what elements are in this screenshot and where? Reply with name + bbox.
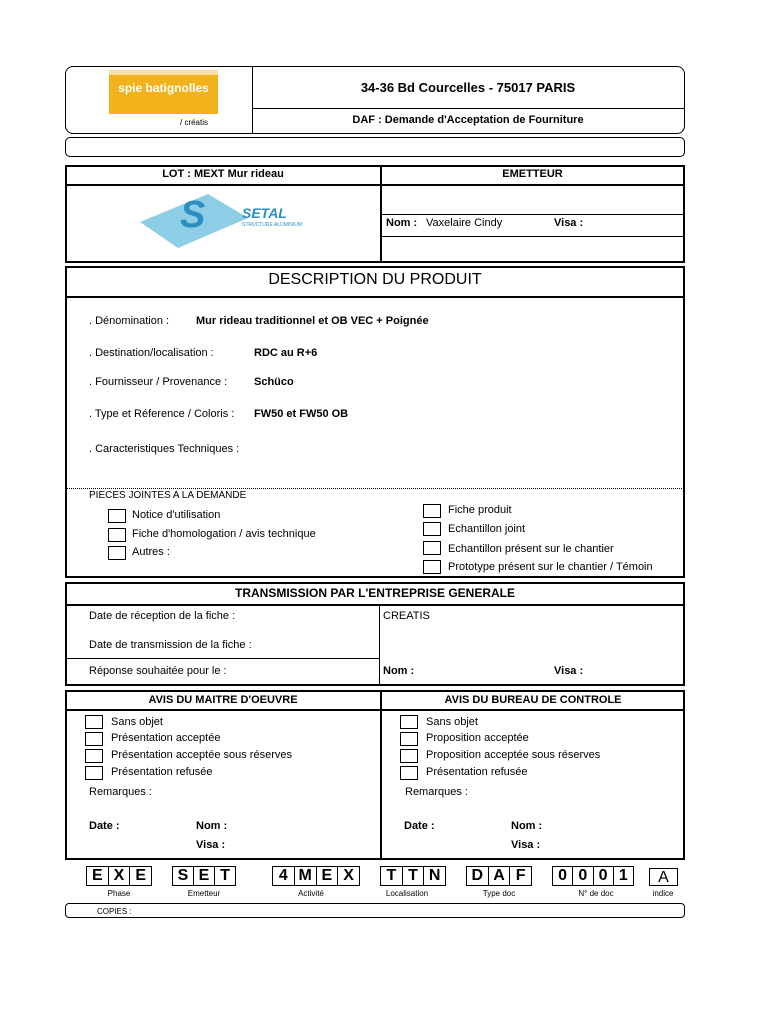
moe-option-0: Sans objet	[111, 716, 163, 728]
desc-label-2: . Fournisseur / Provenance :	[89, 376, 228, 388]
moe-checkbox-3[interactable]	[85, 766, 103, 780]
transmission-company: CREATIS	[383, 610, 430, 622]
moe-option-1: Présentation acceptée	[111, 732, 221, 744]
code-char: X	[109, 867, 131, 885]
desc-label-3: . Type et Réference / Coloris :	[89, 408, 235, 420]
code-numero	[552, 866, 634, 886]
moe-option-2: Présentation acceptée sous réserves	[111, 749, 292, 761]
code-caption-localisation: Localisation	[385, 889, 429, 898]
code-caption-indice: indice	[652, 889, 674, 898]
bc-option-0: Sans objet	[426, 716, 478, 728]
bc-date-label: Date :	[404, 820, 435, 832]
code-caption-numero: N° de doc	[578, 889, 614, 898]
code-indice	[649, 868, 678, 886]
code-char: F	[515, 867, 526, 884]
moe-checkbox-2[interactable]	[85, 749, 103, 763]
code-char: E	[87, 867, 109, 885]
code-char: 0	[594, 867, 614, 885]
code-char: 1	[618, 867, 628, 884]
code-char: D	[467, 867, 489, 885]
code-char: M	[295, 867, 317, 885]
piece-left-0: Notice d'utilisation	[132, 509, 221, 521]
bc-checkbox-0[interactable]	[400, 715, 418, 729]
logo-text: spie batignolles	[118, 81, 209, 95]
emetteur-nom-value: Vaxelaire Cindy	[426, 217, 503, 229]
code-caption-activite: Activité	[298, 889, 324, 898]
date-transmission-label: Date de transmission de la fiche :	[89, 639, 252, 651]
code-caption-phase: Phase	[107, 889, 131, 898]
moe-nom-label: Nom :	[196, 820, 228, 832]
checkbox-fiche-produit[interactable]	[423, 504, 441, 518]
piece-left-2: Autres :	[132, 546, 170, 558]
code-phase	[86, 866, 152, 886]
bc-option-1: Proposition acceptée	[426, 732, 529, 744]
desc-label-4: . Caracteristiques Techniques :	[89, 443, 240, 455]
code-caption-emetteur: Emetteur	[187, 889, 221, 898]
checkbox-echantillon-joint[interactable]	[423, 522, 441, 536]
piece-right-1: Echantillon joint	[448, 523, 526, 535]
bc-remarques: Remarques :	[405, 786, 468, 798]
moe-checkbox-0[interactable]	[85, 715, 103, 729]
code-char: X	[343, 867, 354, 884]
piece-right-3: Prototype présent sur le chantier / Témoin	[448, 561, 653, 573]
code-char: A	[489, 867, 511, 885]
blank-bar	[65, 137, 685, 157]
setal-tagline: STRUCTURE ALUMINIUM	[242, 222, 303, 228]
desc-value-0: Mur rideau traditionnel et OB VEC + Poignée	[196, 315, 429, 327]
doc-title: DAF : Demande d'Acceptation de Fourniture	[352, 114, 584, 126]
desc-value-3: FW50 et FW50 OB	[254, 408, 349, 420]
desc-label-0: . Dénomination :	[89, 315, 170, 327]
emetteur-nom-label: Nom :	[386, 217, 418, 229]
setal-name: SETAL	[242, 205, 287, 221]
transmission-title: TRANSMISSION PAR L'ENTREPRISE GENERALE	[235, 586, 515, 600]
avis-bc-title: AVIS DU BUREAU DE CONTROLE	[444, 694, 622, 706]
piece-right-2: Echantillon présent sur le chantier	[448, 543, 614, 555]
desc-value-2: Schüco	[254, 376, 294, 388]
code-char: S	[173, 867, 194, 885]
code-activite	[272, 866, 360, 886]
checkbox-homologation[interactable]	[108, 528, 126, 542]
checkbox-prototype[interactable]	[423, 560, 441, 574]
bc-checkbox-3[interactable]	[400, 766, 418, 780]
copies-label: COPIES :	[97, 907, 132, 916]
code-char: E	[194, 867, 215, 885]
code-char: 4	[273, 867, 295, 885]
code-caption-type-doc: Type doc	[482, 889, 516, 898]
moe-remarques: Remarques :	[89, 786, 152, 798]
transmission-visa-label: Visa :	[554, 665, 584, 677]
date-reception-label: Date de réception de la fiche :	[89, 610, 236, 622]
moe-visa-label: Visa :	[196, 839, 226, 851]
code-char: A	[658, 869, 669, 886]
bc-option-3: Présentation refusée	[426, 766, 528, 778]
checkbox-notice[interactable]	[108, 509, 126, 523]
code-char: N	[428, 867, 441, 884]
setal-letter: S	[180, 194, 206, 236]
code-localisation	[380, 866, 446, 886]
moe-date-label: Date :	[89, 820, 120, 832]
checkbox-echantillon-chantier[interactable]	[423, 541, 441, 555]
code-char: 0	[573, 867, 593, 885]
checkbox-autres[interactable]	[108, 546, 126, 560]
desc-value-1: RDC au R+6	[254, 347, 318, 359]
setal-logo	[138, 192, 318, 250]
code-type-doc	[466, 866, 532, 886]
bc-visa-label: Visa :	[511, 839, 541, 851]
desc-label-1: . Destination/localisation :	[89, 347, 214, 359]
lot-label: LOT : MEXT Mur rideau	[162, 168, 284, 180]
code-char: E	[135, 867, 147, 884]
address: 34-36 Bd Courcelles - 75017 PARIS	[360, 80, 576, 95]
emetteur-visa-label: Visa :	[554, 217, 584, 229]
piece-right-0: Fiche produit	[448, 504, 512, 516]
code-emetteur	[172, 866, 236, 886]
avis-moe-title: AVIS DU MAITRE D'OEUVRE	[148, 694, 298, 706]
bc-nom-label: Nom :	[511, 820, 543, 832]
transmission-nom-label: Nom :	[383, 665, 415, 677]
emetteur-title: EMETTEUR	[502, 168, 563, 180]
code-char: T	[220, 867, 230, 884]
bc-checkbox-1[interactable]	[400, 732, 418, 746]
code-char: 0	[553, 867, 573, 885]
logo-subtext: / créatis	[180, 118, 209, 127]
reponse-label: Réponse souhaitée pour le :	[89, 665, 227, 677]
moe-checkbox-1[interactable]	[85, 732, 103, 746]
code-char: E	[317, 867, 339, 885]
moe-option-3: Présentation refusée	[111, 766, 213, 778]
description-title: DESCRIPTION DU PRODUIT	[268, 271, 482, 288]
piece-left-1: Fiche d'homologation / avis technique	[132, 528, 316, 540]
code-char: T	[381, 867, 403, 885]
pieces-title: PIECES JOINTES A LA DEMANDE	[89, 490, 247, 501]
company-logo	[109, 70, 218, 114]
copies-box	[65, 903, 685, 918]
bc-option-2: Proposition acceptée sous réserves	[426, 749, 601, 761]
bc-checkbox-2[interactable]	[400, 749, 418, 763]
code-char: T	[403, 867, 425, 885]
